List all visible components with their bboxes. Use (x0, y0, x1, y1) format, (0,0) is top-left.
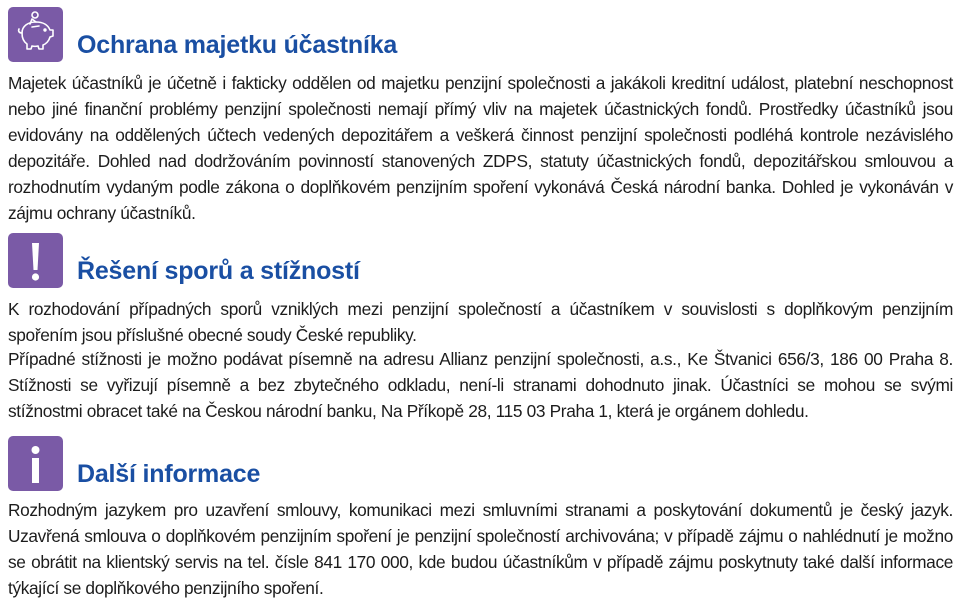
section-paragraph: Případné stížnosti je možno podávat písemně na adresu Allianz penzijní společnosti, a.s., Ke Štvanici 656/3, 186 00 Praha 8. Stížnosti se vyřizují písemně a bez zbytečného odkladu, není-li stranami dohodnuto jinak. Účastníci se mohou se svými stížnostmi obracet také na Českou národní banku, Na Příkopě 28, 115 03 Praha 1, která je orgánem dohledu. (8, 349, 953, 421)
exclamation-icon (8, 233, 63, 288)
section-paragraph: Majetek účastníků je účetně i fakticky oddělen od majetku penzijní společnosti a jakákoli kreditní událost, platební neschopnost nebo jiné finanční problémy penzijní společnosti nemají přímý vliv na majetek účastnických fondů. Prostředky účastníků jsou evidovány na oddělených účtech vedených depozitářem a veškerá činnost penzijní společnosti podléhá kontrole nezávislého depozitáře. Dohled nad dodržováním povinností stanovených ZDPS, statuty účastnických fondů, depozitářskou smlouvou a rozhodnutím vydaným podle zákona o doplňkovém penzijním spoření vykonává Česká národní banka. Dohled je vykonáván v zájmu ochrany účastníků. (8, 73, 953, 223)
section-title: Ochrana majetku účastníka (77, 31, 398, 59)
section-title: Další informace (77, 460, 261, 488)
section-paragraph: K rozhodování případných sporů vzniklých mezi penzijní společností a účastníkem v souvislosti s doplňkovým penzijním spořením jsou příslušné obecné soudy České republiky. (8, 299, 953, 345)
section-title: Řešení sporů a stížností (77, 257, 360, 285)
section-paragraph: Rozhodným jazykem pro uzavření smlouvy, komunikaci mezi smluvními stranami a poskytování dokumentů je český jazyk. Uzavřená smlouva o doplňkovém penzijním spoření je penzijní společností archivována; v případě zájmu o nahlédnutí je možno se obrátit na klientský servis na tel. čísle 841 170 000, kde budou účastníkům v případě zájmu poskytnuty také další informace týkající se doplňkového penzijního spoření. (8, 500, 953, 598)
info-icon (8, 436, 63, 491)
piggy-bank-icon (8, 7, 63, 62)
